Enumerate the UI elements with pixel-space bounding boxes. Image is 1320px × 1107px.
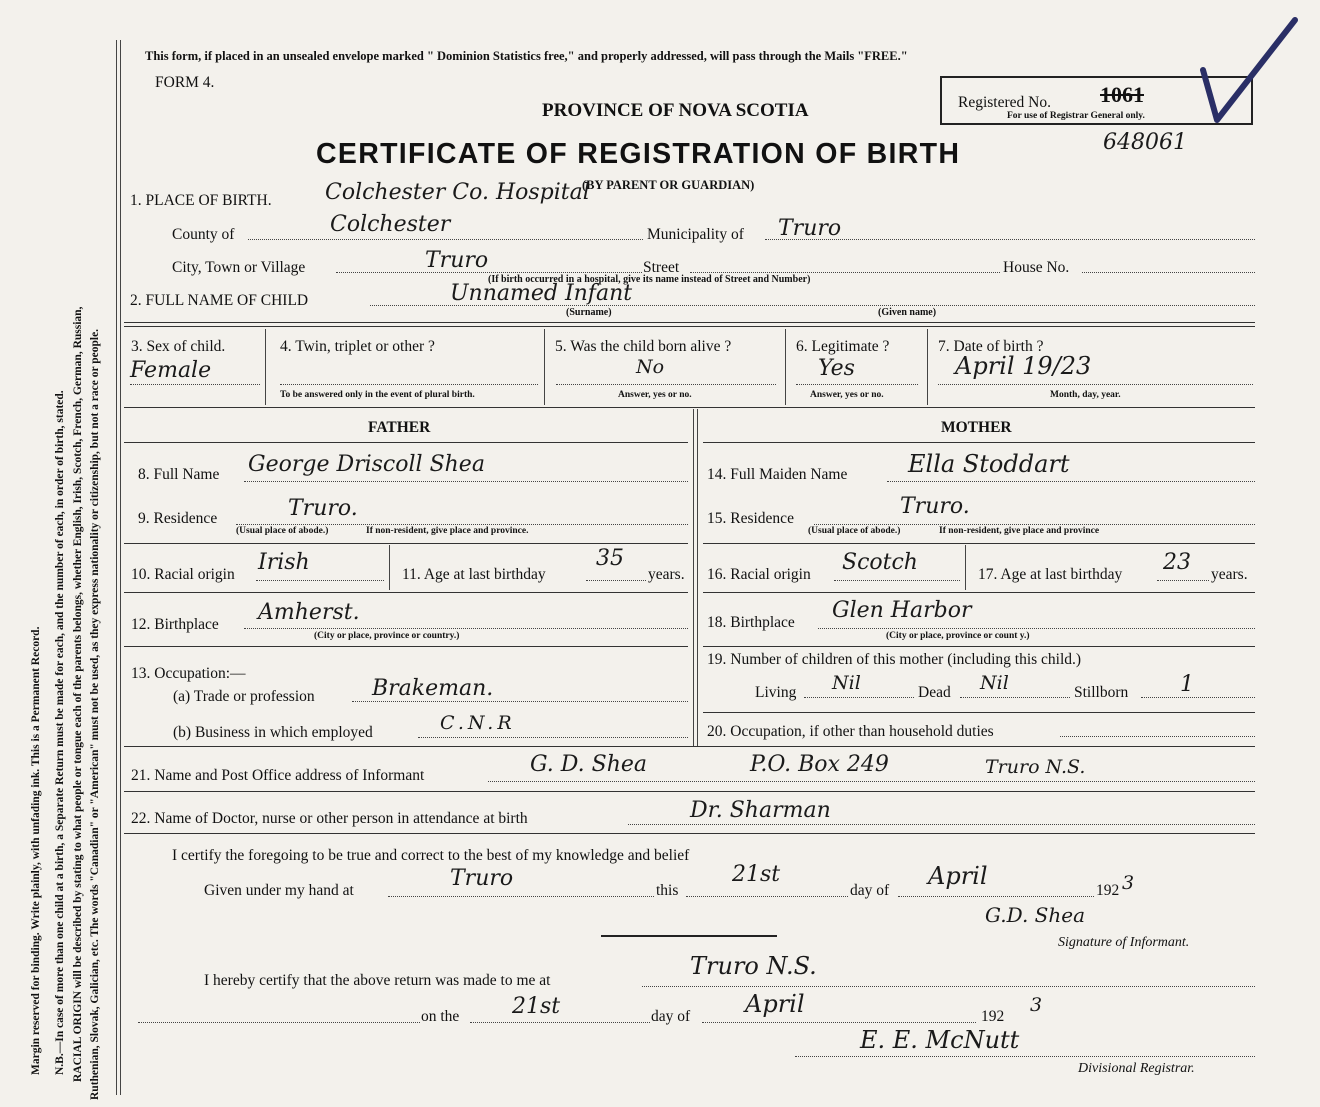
sex-label: 3. Sex of child. [131,338,226,355]
father-years-label: years. [648,566,685,583]
mother-name-value: Ella Stoddart [908,450,1070,478]
father-trade-value: Brakeman. [372,676,494,701]
father-age-value: 35 [596,546,624,571]
father-birthplace-label: 12. Birthplace [131,616,219,633]
margin-note-3: RACIAL ORIGIN will be described by stating to what people or tongue each of the parents belongs, whether English, Irish, Scotch, French, German, Russian, [72,306,84,1082]
given-day: 21st [732,862,781,887]
legitimate-label: 6. Legitimate ? [796,338,890,355]
father-trade-label: (a) Trade or profession [173,688,315,705]
this-label: this [656,882,679,899]
father-racial-label: 10. Racial origin [131,566,235,583]
registrar-month: April [745,990,805,1018]
sex-value: Female [130,358,212,383]
margin-note-4: Ruthenian, Slovak, Galician, etc. The words "Canadian" or "American" must not be used, as they express nationality or citizenship, but not a race or people. [89,328,101,1100]
given-place: Truro [450,866,514,891]
given-day-of-label: day of [850,882,890,899]
mother-birthplace-label: 18. Birthplace [707,614,795,631]
registrar-general-note: For use of Registrar General only. [1007,111,1145,121]
father-birthplace-value: Amherst. [258,600,360,625]
mother-racial-label: 16. Racial origin [707,566,811,583]
born-alive-value: No [636,356,665,378]
stillborn-label: Stillborn [1074,684,1129,701]
registered-value: 1061 [1100,82,1144,107]
father-residence-value: Truro. [288,496,358,521]
form-number: FORM 4. [155,74,215,91]
twin-note: To be answered only in the event of plural birth. [280,390,475,400]
mother-nonresident-note: If non-resident, give place and province [939,526,1100,536]
registered-label: Registered No. [958,94,1051,111]
registrar-place: Truro N.S. [690,952,817,980]
father-birthplace-note: (City or place, province or country.) [314,631,460,641]
mother-age-label: 17. Age at last birthday [978,566,1123,583]
father-abode-note: (Usual place of abode.) [236,526,329,536]
registrar-day-of-label: day of [651,1008,691,1025]
informant-signature-label: Signature of Informant. [1058,935,1190,950]
place-of-birth-value: Colchester Co. Hospital [325,180,590,205]
city-value: Truro [425,248,489,273]
surname-note: (Surname) [566,307,612,318]
mother-heading: MOTHER [941,419,1012,436]
twin-label: 4. Twin, triplet or other ? [280,338,435,355]
municipality-label: Municipality of [647,226,744,243]
certify-divider [601,935,777,937]
living-value: Nil [832,672,861,694]
check-mark-icon [1195,15,1305,130]
living-label: Living [755,684,797,701]
city-label: City, Town or Village [172,259,306,276]
province-title: PROVINCE OF NOVA SCOTIA [542,100,809,121]
legitimate-note: Answer, yes or no. [810,390,884,400]
mother-abode-note: (Usual place of abode.) [808,526,901,536]
given-name-note: (Given name) [878,307,937,318]
municipality-value: Truro [778,216,842,241]
father-residence-label: 9. Residence [138,510,218,527]
legitimate-value: Yes [818,356,855,381]
registrar-day: 21st [512,994,561,1019]
place-of-birth-label: 1. PLACE OF BIRTH. [130,192,272,209]
date-of-birth-label: 7. Date of birth ? [938,338,1044,355]
given-under-label: Given under my hand at [204,882,354,899]
father-occupation-label: 13. Occupation:— [131,665,246,682]
father-nonresident-note: If non-resident, give place and province. [366,526,529,536]
doctor-label: 22. Name of Doctor, nurse or other person in attendance at birth [131,810,528,827]
registrar-signature: E. E. McNutt [860,1026,1020,1054]
mother-birthplace-note: (City or place, province or count y.) [886,631,1030,641]
child-name-value: Unnamed Infant [450,281,633,306]
certificate-subtitle: (BY PARENT OR GUARDIAN) [582,178,755,192]
mother-years-label: years. [1211,566,1248,583]
father-age-label: 11. Age at last birthday [402,566,546,583]
dead-value: Nil [980,672,1009,694]
father-name-label: 8. Full Name [138,466,220,483]
stillborn-value: 1 [1180,672,1194,697]
informant-signature: G.D. Shea [985,903,1085,927]
street-label: Street [643,259,680,276]
born-alive-note: Answer, yes or no. [618,390,692,400]
certify-statement: I certify the foregoing to be true and correct to the best of my knowledge and belief [172,847,690,864]
on-the-label: on the [421,1008,460,1025]
father-heading: FATHER [368,419,431,436]
binding-rule [116,40,121,1095]
given-year-digit: 3 [1122,872,1135,894]
margin-note-2: N.B.—In case of more than one child at a birth, a Separate Return must be made for each, and the number of each, in order of birth, stated. [54,390,66,1075]
child-name-label: 2. FULL NAME OF CHILD [130,292,309,309]
father-racial-value: Irish [258,550,310,575]
house-no-label: House No. [1003,259,1070,276]
mail-notice: This form, if placed in an unsealed envelope marked " Dominion Statistics free," and properly addressed, will pass through the Mails "FREE." [145,49,908,63]
given-year-prefix: 192 [1096,882,1120,899]
registrar-year-digit: 3 [1030,994,1043,1016]
county-value: Colchester [330,212,451,237]
mother-age-value: 23 [1163,550,1191,575]
mother-children-label: 19. Number of children of this mother (including this child.) [707,651,1082,668]
mother-residence-label: 15. Residence [707,510,794,527]
mother-residence-value: Truro. [900,494,970,519]
county-label: County of [172,226,235,243]
father-business-value: C.N.R [440,712,516,734]
mother-birthplace-value: Glen Harbor [832,598,972,623]
registrar-year-prefix: 192 [981,1008,1005,1025]
father-name-value: George Driscoll Shea [248,452,485,477]
registrar-statement: I hereby certify that the above return was made to me at [204,972,551,989]
dead-label: Dead [918,684,951,701]
mother-name-label: 14. Full Maiden Name [707,466,848,483]
margin-note-1: Margin reserved for binding. Write plainly, with unfading ink. This is a Permanent Record. [30,626,42,1075]
registrar-signature-label: Divisional Registrar. [1078,1061,1195,1076]
hospital-note: (If birth occurred in a hospital, give its name instead of Street and Number) [488,274,811,285]
date-of-birth-value: April 19/23 [955,352,1092,380]
informant-box: P.O. Box 249 [750,752,889,777]
born-alive-label: 5. Was the child born alive ? [555,338,732,355]
date-of-birth-note: Month, day, year. [1050,390,1121,400]
informant-name: G. D. Shea [530,752,647,777]
certificate-title: CERTIFICATE OF REGISTRATION OF BIRTH [316,138,961,170]
given-month: April [928,862,988,890]
informant-label: 21. Name and Post Office address of Informant [131,767,425,784]
mother-occupation-label: 20. Occupation, if other than household duties [707,723,994,740]
informant-town: Truro N.S. [985,756,1086,778]
doctor-value: Dr. Sharman [690,798,831,823]
stamp-number: 648061 [1103,130,1187,155]
father-business-label: (b) Business in which employed [173,724,373,741]
mother-racial-value: Scotch [842,550,918,575]
